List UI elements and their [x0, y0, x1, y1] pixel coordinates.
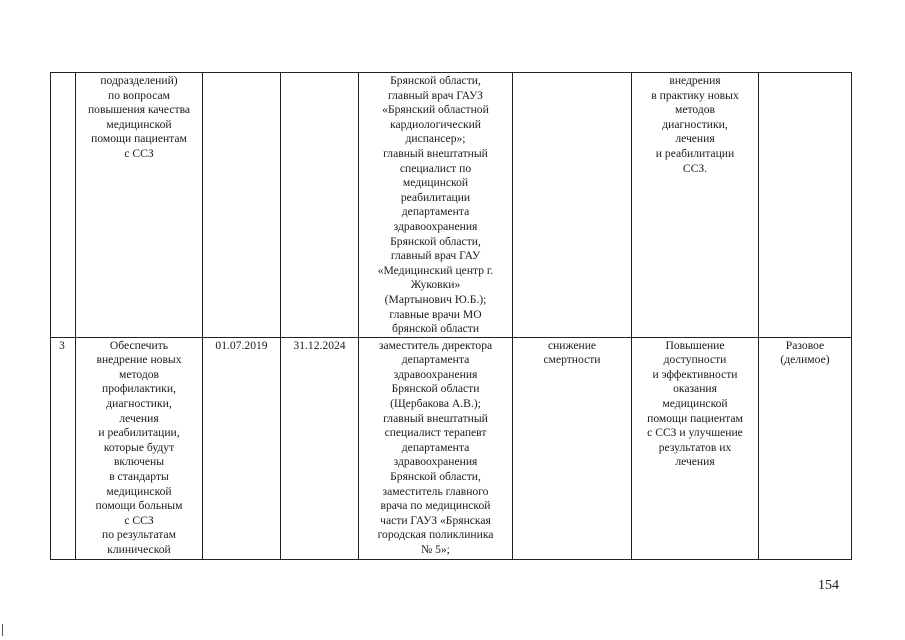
- cell-result: внедрения в практику новых методов диагностики, лечения и реабилитации ССЗ.: [632, 73, 759, 338]
- cell-activity: Обеспечить внедрение новых методов профилактики, диагностики, лечения и реабилитации, которые будут включены в стандарты медицинской помощи больным с ССЗ по результатам клинической: [76, 337, 203, 559]
- table-row: [51, 73, 852, 338]
- cell-number: [51, 73, 76, 338]
- cell-number: 3: [51, 337, 76, 559]
- cell-indicator: снижение смертности: [513, 337, 632, 559]
- cell-indicator: [513, 73, 632, 338]
- cell-activity: подразделений) по вопросам повышения качества медицинской помощи пациентам с ССЗ: [76, 73, 203, 338]
- cell-responsible: Брянской области, главный врач ГАУЗ «Брянский областной кардиологический диспансер»; главный внештатный специалист по медицинской реабилитации департамента здравоохранения Брянской области, главный врач ГАУ «Медицинский центр г. Жуковки» (Мартынович Ю.Б.); главные врачи МО брянской области: [359, 73, 513, 338]
- cell-responsible: заместитель директора департамента здравоохранения Брянской области (Щербакова А.В.); главный внештатный специалист терапевт департамента здравоохранения Брянской области, заместитель главного врача по медицинской части ГАУЗ «Брянская городская поликлиника № 5»;: [359, 337, 513, 559]
- cell-end-date: [281, 73, 359, 338]
- plan-table: [50, 72, 852, 560]
- cell-type: [759, 73, 852, 338]
- table-row: [51, 337, 852, 559]
- cell-result: Повышение доступности и эффективности оказания медицинской помощи пациентам с ССЗ и улучшение результатов их лечения: [632, 337, 759, 559]
- cell-start-date: [203, 73, 281, 338]
- scan-edge-mark: [2, 624, 3, 636]
- page-number: 154: [818, 578, 839, 593]
- cell-end-date: 31.12.2024: [281, 337, 359, 559]
- cell-start-date: 01.07.2019: [203, 337, 281, 559]
- cell-type: Разовое (делимое): [759, 337, 852, 559]
